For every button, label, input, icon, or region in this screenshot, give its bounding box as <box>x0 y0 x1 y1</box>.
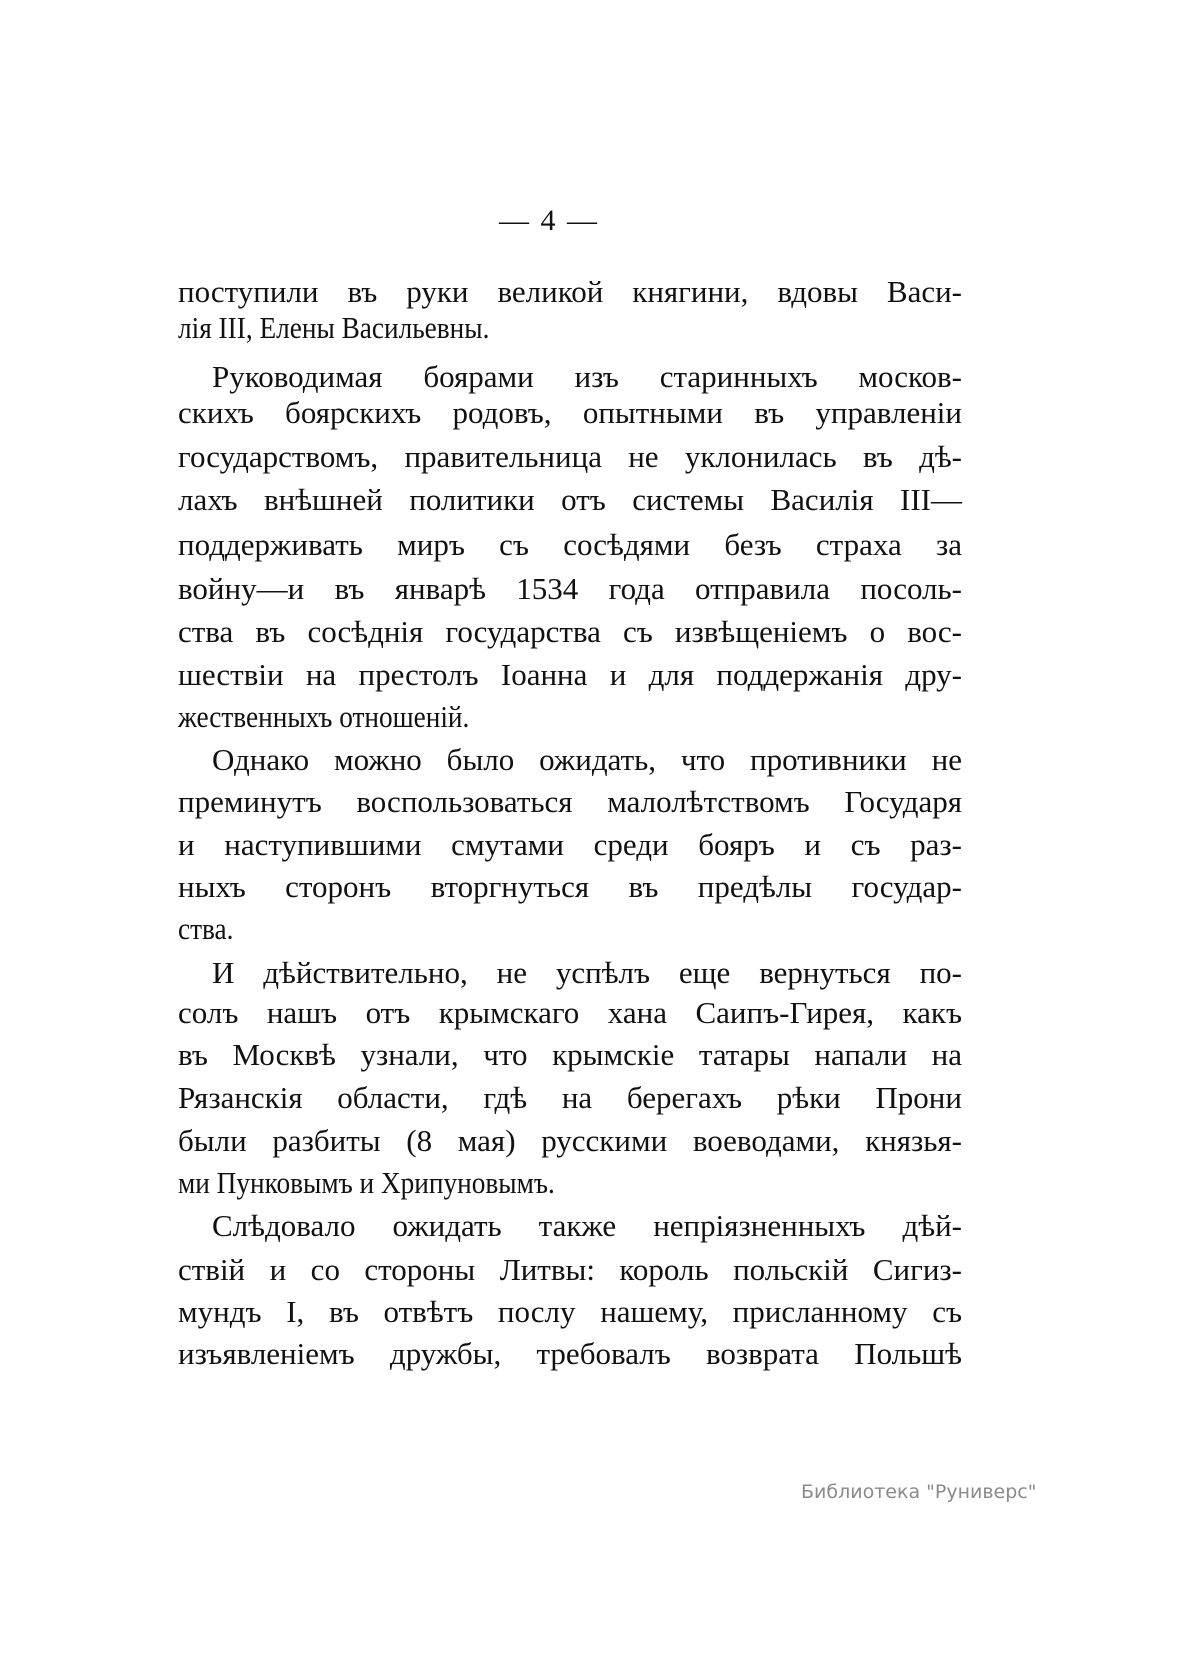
text-line: ствій и со стороны Литвы: король польскій Сигиз- <box>178 1252 962 1287</box>
text-line: мундъ I, въ отвѣтъ послу нашему, присланному съ <box>178 1294 962 1329</box>
paragraph-start: И дѣйствительно, не успѣлъ еще вернуться по- <box>212 955 962 990</box>
text-line: поступили въ руки великой княгини, вдовы Васи- <box>178 274 962 309</box>
text-line: ства. <box>178 911 234 946</box>
text-line: лахъ внѣшней политики отъ системы Василія III— <box>178 482 962 517</box>
text-line: жественныхъ отношеній. <box>178 699 470 734</box>
text-line: солъ нашъ отъ крымскаго хана Саипъ-Гирея, какъ <box>178 995 962 1030</box>
text-line: скихъ боярскихъ родовъ, опытными въ управленіи <box>178 395 962 430</box>
text-line: ныхъ сторонъ вторгнуться въ предѣлы государ- <box>178 869 962 904</box>
text-line: въ Москвѣ узнали, что крымскіе татары напали на <box>178 1037 962 1072</box>
library-watermark: Библиотека "Руниверс" <box>801 1481 1037 1503</box>
text-line: войну—и въ январѣ 1534 года отправила посоль- <box>178 571 962 606</box>
text-line: шествіи на престолъ Іоанна и для поддержанія дру- <box>178 657 962 692</box>
text-line: были разбиты (8 мая) русскими воеводами, князья- <box>178 1123 962 1158</box>
text-line: и наступившими смутами среди бояръ и съ раз- <box>178 827 962 862</box>
paragraph-start: Слѣдовало ожидать также непріязненныхъ дѣй- <box>212 1208 962 1243</box>
paragraph-start: Однако можно было ожидать, что противники не <box>212 742 962 777</box>
text-line: поддерживать миръ съ сосѣдями безъ страха за <box>178 527 962 562</box>
text-line: ми Пунковымъ и Хрипуновымъ. <box>178 1165 555 1200</box>
page-number: — 4 — <box>499 204 599 237</box>
text-line: ства въ сосѣднія государства съ извѣщеніемъ о вос- <box>178 614 962 649</box>
text-line: лія III, Елены Васильевны. <box>178 310 490 345</box>
paragraph-start: Руководимая боярами изъ старинныхъ москов- <box>212 359 962 394</box>
text-line: преминутъ воспользоваться малолѣтствомъ Государя <box>178 784 962 819</box>
text-line: изъявленіемъ дружбы, требовалъ возврата Польшѣ <box>178 1336 962 1371</box>
text-line: государствомъ, правительница не уклонилась въ дѣ- <box>178 439 962 474</box>
text-line: Рязанскія области, гдѣ на берегахъ рѣки Прони <box>178 1080 962 1115</box>
